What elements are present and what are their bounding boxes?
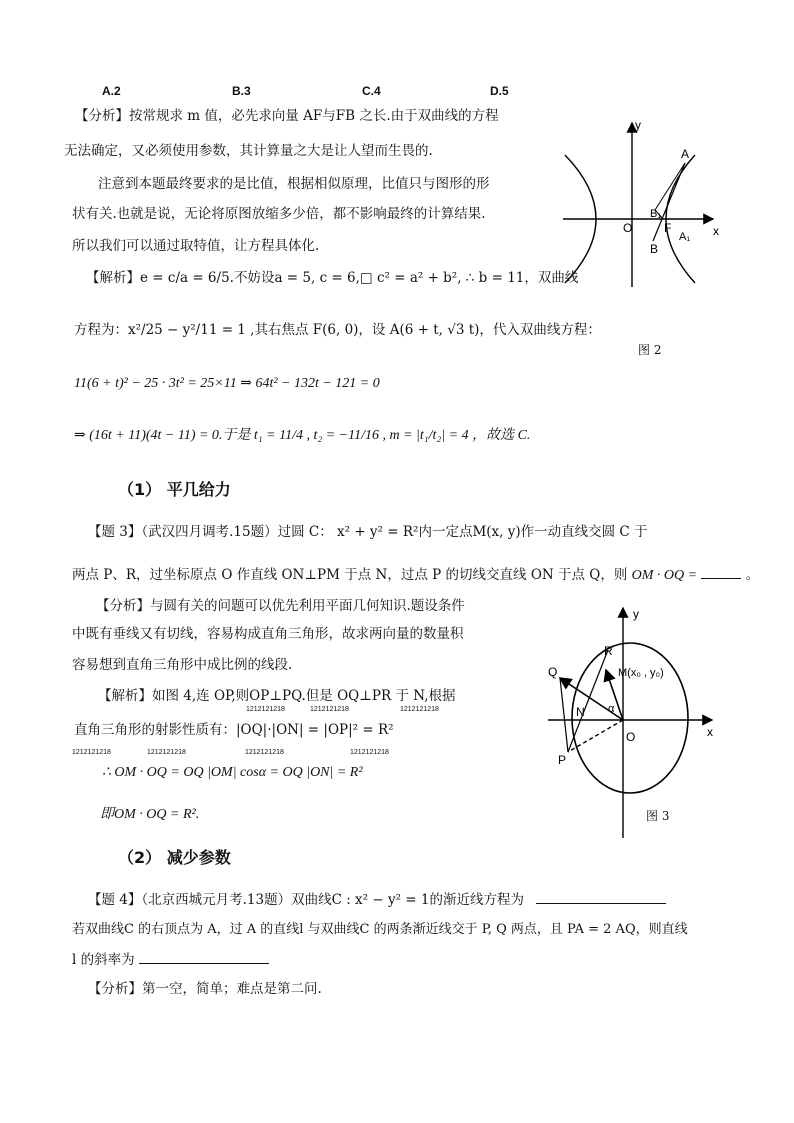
q3-line-2-end: 。 [745, 567, 760, 583]
artifact-2: 1212121218 [310, 706, 349, 713]
artifact-1: 1212121218 [246, 706, 285, 713]
artifact-4: 1212121218 [72, 749, 111, 756]
result-line: ⇒ (16t + 11)(4t − 11) = 0.于是 t₁ = 11/4 , t₂ = −11/16 , m = |t₁/t₂| = 4 ，故选 C. [74, 428, 531, 443]
q3-analysis-line-1: 【分析】与圆有关的问题可以优先利用平面几何知识.题设条件 [96, 598, 465, 614]
q4-line-3 [72, 952, 269, 968]
circle-c [572, 643, 688, 793]
q4-answer-blank-1[interactable] [536, 903, 666, 904]
label-x: x [707, 725, 713, 739]
option-c: C.4 [362, 84, 381, 98]
q4-analysis: 【分析】第一空，简单；难点是第二问. [88, 981, 322, 997]
q4-line-1 [88, 892, 666, 908]
segment-a-b1 [655, 163, 685, 210]
label-o: O [626, 730, 636, 744]
q3-solution-line-2: 直角三角形的射影性质有：|OQ|·|ON| = |OP|² = R² [74, 722, 394, 738]
label-alpha: α [608, 703, 615, 715]
artifact-3: 1212121218 [400, 706, 439, 713]
q3-solution-line-3: ∴ OM · OQ = OQ |OM| cosα = OQ |ON| = R² [102, 765, 363, 780]
label-b: B [650, 242, 659, 256]
label-a: A [681, 147, 690, 161]
label-o: O [623, 221, 633, 235]
q4-answer-blank-2[interactable] [139, 963, 269, 964]
q3-solution-line-1: 【解析】如图 4,连 OP,则OP⊥PQ.但是 OQ⊥PR 于 N,根据 [98, 688, 456, 704]
label-y: y [635, 118, 641, 132]
label-q: Q [548, 665, 558, 679]
analysis-line-2: 无法确定，又必须使用参数，其计算量之大是让人望而生畏的. [64, 143, 433, 159]
option-b: B.3 [232, 84, 251, 98]
q3-analysis-line-3: 容易想到直角三角形中成比例的线段. [72, 657, 293, 673]
label-f: F [664, 221, 672, 235]
section-1-title: （1） 平几给力 [118, 480, 231, 499]
figure-3 [540, 600, 730, 840]
q3-analysis-line-2: 中既有垂线又有切线，容易构成直角三角形，故求两向量的数量积 [72, 626, 464, 642]
figure-2 [555, 115, 735, 290]
figure-2-caption: 图 2 [638, 343, 662, 357]
label-a1: A₁ [679, 231, 691, 243]
note-line-2: 状有关.也就是说，无论将原图放缩多少倍，都不影响最终的计算结果. [72, 206, 486, 222]
section-2-title: （2） 减少参数 [118, 848, 231, 867]
label-m: M(x₀ , y₀) [618, 667, 664, 679]
q4-line-3-text: l 的斜率为 [72, 952, 135, 968]
label-n: N [576, 705, 585, 719]
label-r: R [604, 644, 613, 658]
artifact-5: 1212121218 [147, 749, 186, 756]
q3-line-2-expr: OM · OQ = [631, 568, 698, 583]
solution-line-1: 【解析】e = c/a = 6/5.不妨设a = 5, c = 6,□ c² = a² + b², ∴ b = 11，双曲线 [86, 270, 579, 286]
option-a: A.2 [102, 84, 121, 98]
analysis-line-1: 【分析】按常规求 m 值，必先求向量 AF与FB 之长.由于双曲线的方程 [75, 108, 499, 124]
note-line-1: 注意到本题最终要求的是比值，根据相似原理，比值只与图形的形 [98, 176, 490, 192]
q3-answer-blank[interactable] [701, 578, 741, 579]
figure-3-caption: 图 3 [646, 809, 670, 823]
option-d: D.5 [490, 84, 509, 98]
q4-line-2: 若双曲线C 的右顶点为 A，过 A 的直线l 与双曲线C 的两条渐近线交于 P, Q 两点，且 PA = 2 AQ，则直线 [72, 922, 688, 937]
q3-line-1: 【题 3】（武汉四月调考.15题）过圆 C： x² + y² = R²内一定点M(x, y)作一动直线交圆 C 于 [88, 524, 648, 540]
label-y: y [633, 607, 639, 621]
artifact-6: 1212121218 [245, 749, 284, 756]
label-x: x [713, 224, 719, 238]
q3-line-2-text: 两点 P、R，过坐标原点 O 作直线 ON⊥PM 于点 N，过点 P 的切线交直线 ON 于点 Q，则 [72, 567, 628, 583]
line-p-q [560, 678, 568, 752]
q4-line-1-text: 【题 4】（北京西城元月考.13题）双曲线C : x² − y² = 1的渐近线方程为 [88, 892, 525, 908]
solution-line-2: 方程为：x²/25 − y²/11 = 1 ,其右焦点 F(6, 0)，设 A(6 + t, √3 t)，代入双曲线方程： [74, 322, 601, 338]
artifact-7: 1212121218 [350, 749, 389, 756]
note-line-3: 所以我们可以通过取特值，让方程具体化. [72, 238, 320, 254]
equation-line: 11(6 + t)² − 25 · 3t² = 25×11 ⇒ 64t² − 132t − 121 = 0 [74, 376, 380, 391]
q3-line-2 [72, 567, 759, 584]
label-p: P [558, 753, 567, 767]
q3-solution-line-4: 即OM · OQ = R². [100, 807, 200, 822]
label-b1: B₁ [650, 208, 662, 220]
